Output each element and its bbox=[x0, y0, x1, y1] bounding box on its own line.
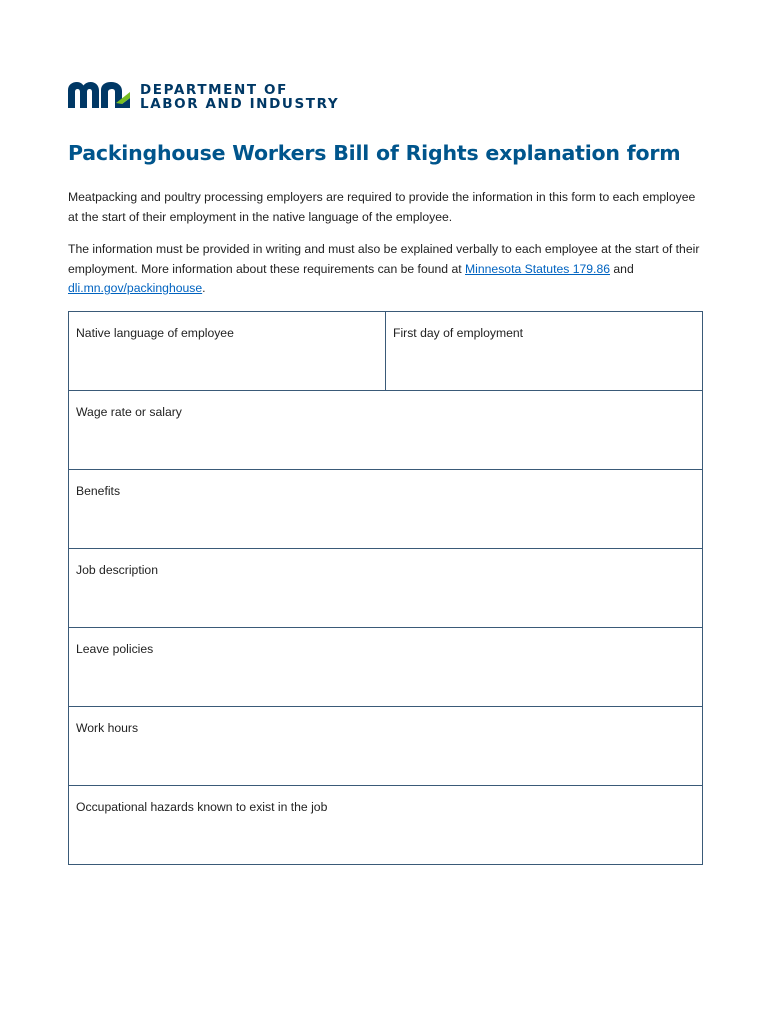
mn-dli-logo bbox=[68, 82, 339, 112]
wage-label: Wage rate or salary bbox=[76, 405, 182, 419]
job-description-label: Job description bbox=[76, 563, 158, 577]
benefits-field[interactable] bbox=[69, 470, 703, 549]
intro-p2-and: and bbox=[610, 261, 634, 276]
employee-info-form bbox=[68, 311, 703, 865]
minnesota-statutes-link[interactable]: Minnesota Statutes 179.86 bbox=[465, 261, 610, 276]
logo-line1: DEPARTMENT OF bbox=[140, 82, 288, 98]
intro-p2-text: The information must be provided in writing and must also be explained verbally to each employee at the start of their employment. More information about these requirements can be found at bbox=[68, 242, 700, 276]
intro-paragraph-1: Meatpacking and poultry processing employers are required to provide the information in this form to each employee at the start of their employment in the native language of the employee. bbox=[68, 190, 696, 224]
leave-policies-field[interactable] bbox=[69, 628, 703, 707]
native-language-label: Native language of employee bbox=[76, 326, 234, 340]
wage-field[interactable] bbox=[69, 391, 703, 470]
hazards-label: Occupational hazards known to exist in the job bbox=[76, 800, 328, 814]
first-day-field[interactable] bbox=[386, 312, 703, 391]
first-day-label: First day of employment bbox=[393, 326, 524, 340]
dli-packinghouse-link[interactable]: dli.mn.gov/packinghouse bbox=[68, 281, 203, 295]
work-hours-label: Work hours bbox=[76, 721, 139, 735]
logo-line2: LABOR AND INDUSTRY bbox=[140, 96, 340, 112]
hazards-field[interactable] bbox=[69, 786, 703, 865]
benefits-label: Benefits bbox=[76, 484, 121, 498]
intro-p2-period: . bbox=[202, 281, 206, 295]
job-description-field[interactable] bbox=[69, 549, 703, 628]
native-language-field[interactable] bbox=[69, 312, 386, 391]
page-title: Packinghouse Workers Bill of Rights explanation form bbox=[68, 141, 681, 165]
work-hours-field[interactable] bbox=[69, 707, 703, 786]
mn-logo-icon bbox=[68, 82, 130, 112]
leave-policies-label: Leave policies bbox=[76, 642, 154, 656]
intro-paragraph-2 bbox=[68, 240, 708, 299]
